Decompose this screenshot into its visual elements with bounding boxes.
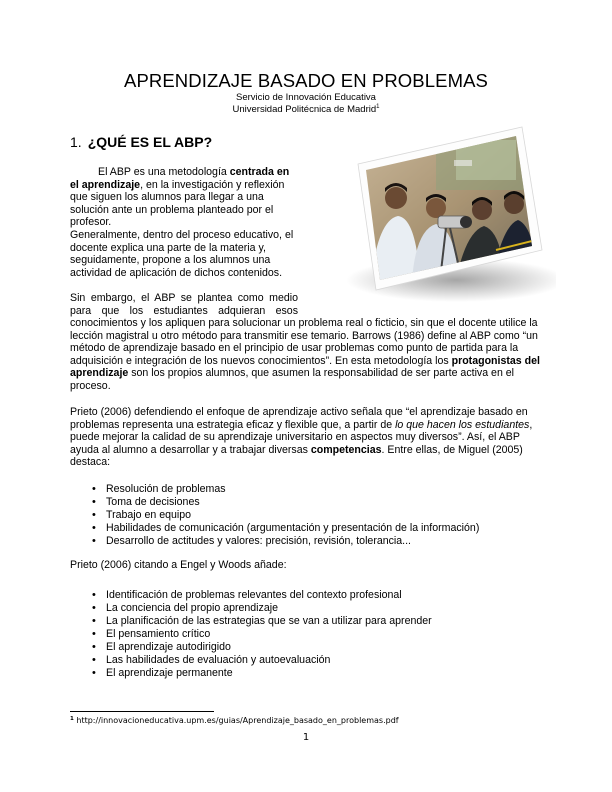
- list-item: • El aprendizaje autodirigido: [92, 641, 532, 654]
- list-item: • Trabajo en equipo: [92, 509, 532, 522]
- paragraph-definition: [70, 166, 298, 229]
- section-heading: [70, 134, 212, 150]
- para4-text-3: . Entre ellas, de Miguel (2005) destaca:: [70, 443, 523, 469]
- intro-paragraph: [70, 166, 298, 279]
- skills-list: [92, 589, 532, 680]
- list-item: • Identificación de problemas relevantes del contexto profesional: [92, 589, 532, 602]
- section-number: 1.: [70, 134, 82, 150]
- list-item: • Desarrollo de actitudes y valores: precisión, revisión, tolerancia...: [92, 535, 532, 548]
- list-item: • El pensamiento crítico: [92, 628, 532, 641]
- subtitle-university-text: Universidad Politécnica de Madrid: [232, 104, 377, 115]
- para4-italic: lo que hacen los estudiantes: [395, 418, 530, 431]
- list-item: • La conciencia del propio aprendizaje: [92, 602, 532, 615]
- para1-text-1: El ABP es una metodología: [98, 166, 230, 178]
- classroom-photo: [316, 120, 556, 310]
- list-item: • Las habilidades de evaluación y autoevaluación: [92, 654, 532, 667]
- footnote: [70, 716, 399, 725]
- section-heading-text: ¿QUÉ ES EL ABP?: [87, 134, 213, 150]
- paragraph-generally: Generalmente, dentro del proceso educativo, el docente explica una parte de la materia y, seguidamente, propone a los alumnos una actividad de aplicación de dichos contenidos.: [70, 228, 294, 279]
- page-number: 1: [302, 732, 310, 743]
- para3-text-2: son los propios alumnos, que asumen la responsabilidad de ser parte activa en el proceso.: [70, 367, 515, 392]
- document-title: APRENDIZAJE BASADO EN PROBLEMAS: [124, 70, 488, 91]
- para3-text-1: conocimientos y los apliquen para solucionar un problema real o ficticio, sin que el docente utilice la lección magistral u otro método para transmitir ese temario. Barrows (1986) define al ABP como “un método de aprendizaje basado en el principio de usar problemas como punto de partida para la adquisición e integración de los nuevos conocimientos”. En esta metodología los: [70, 317, 538, 367]
- subtitle-service: Servicio de Innovación Educativa: [236, 92, 376, 103]
- list-item: • El aprendizaje permanente: [92, 667, 532, 680]
- para3-column-text: Sin embargo, el ABP se plantea como medio para que los estudiantes adquieran esos: [70, 292, 298, 317]
- list-item: • Toma de decisiones: [92, 496, 532, 509]
- subtitle-university: [0, 104, 612, 115]
- paragraph-barrows: [70, 317, 542, 393]
- para4-text-2: , puede mejorar la calidad de su aprendizaje universitario en aspectos muy diversos”. Así, el ABP ayuda al alumno a desarrollar y a trabajar diversas: [70, 418, 533, 456]
- list-item: • Habilidades de comunicación (argumentación y presentación de la información): [92, 522, 532, 535]
- footnote-reference: 1: [376, 104, 380, 110]
- paragraph-prieto-text: [70, 406, 542, 469]
- footnote-mark: 1: [70, 716, 74, 722]
- para1-text-2: , en la investigación y reflexión que siguen los alumnos para llegar a una solución ante un problema planteado por el profesor.: [70, 178, 285, 229]
- para4-text-1: Prieto (2006) defendiendo el enfoque de aprendizaje activo señala que “el aprendizaje basado en problemas representa una estrategia eficaz y flexible que, a partir de: [70, 406, 528, 431]
- list-item: • La planificación de las estrategias que se van a utilizar para aprender: [92, 615, 532, 628]
- para1-bold: centrada en el aprendizaje: [70, 166, 290, 191]
- para3-bold: protagonistas del aprendizaje: [70, 354, 540, 380]
- para4-bold: competencias: [310, 443, 382, 456]
- paragraph-barrows-text: [70, 317, 542, 393]
- footnote-divider: [70, 711, 214, 712]
- footnote-link[interactable]: http://innovacioneducativa.upm.es/guias/Aprendizaje_basado_en_problemas.pdf: [76, 716, 399, 725]
- competencies-list: [92, 483, 532, 548]
- list-item: • Resolución de problemas: [92, 483, 532, 496]
- paragraph-engel-woods: Prieto (2006) citando a Engel y Woods añade:: [70, 559, 287, 571]
- paragraph-prieto: [70, 406, 542, 469]
